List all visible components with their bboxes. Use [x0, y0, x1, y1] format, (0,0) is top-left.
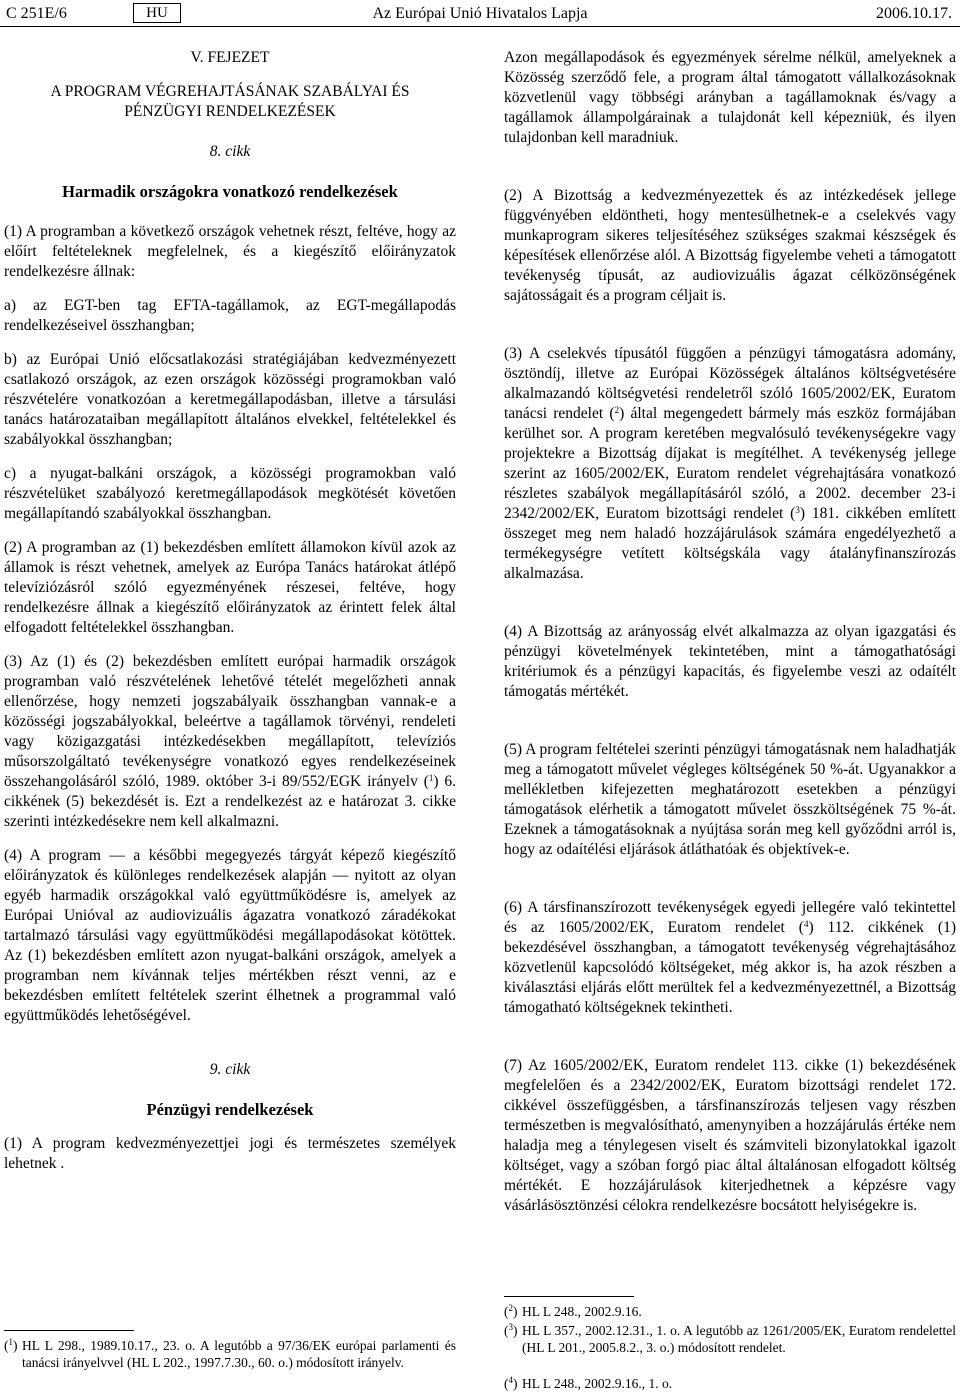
art9-paragraph-5: (5) A program feltételei szerinti pénzügyi támogatásnak nem haladhatják meg a támogatott művelet végleges költségének 50 %-át. Ugyanakkor a mellékletben kifejezetten meghatározott esetekben a pénzügyi támogatások elérhetik a támogatott művelet összköltségének 75 %-át. Ezeknek a támogatásoknak a nyújtása során meg kell győződni arról is, hogy az odaítélési eljárások átláthatóak és objektívek-e. — [504, 741, 956, 858]
art8-point-b: b) az Európai Unió előcsatlakozási stratégiájában kedvezményezett csatlakozó országok, az ezen országok közösségi programokban való részvételére vonatkozóan a keretmegállapodásban, illetve a társulási tanács határozataiban megállapított általános elvekkel, feltételekkel és szabályokkal összhangban; — [4, 351, 456, 448]
art9-paragraph-4: (4) A Bizottság az arányosság elvét alkalmazza az olyan igazgatási és pénzügyi követelmények tekintetében, mint a támogathatósági kritériumok és a pénzügyi kapacitás, és figyelembe veszi az odaítélt támogatás mértékét. — [504, 623, 956, 700]
art8-paragraph-4: (4) A program — a későbbi megegyezés tárgyát képező kiegészítő előirányzatok és különleges rendelkezések alapján — nyitott az olyan egyéb harmadik országokkal való együttműködésre is, amelyek az Európai Unióval az audiovizuális ágazatra vonatkozó záradékokat tartalmazó társulási vagy együttműködési megállapodásokat kötöttek. Az (1) bekezdésben említett azon nyugat-balkáni országok, amelyek a programban nem kívánnak teljes mértékben részt venni, az e bekezdésben említett feltételek szerint élhetnek a programmal való együttműködés lehetőségével. — [4, 847, 456, 1024]
footnote-1-text: HL L 298., 1989.10.17., 23. o. A legutóbb a 97/36/EK európai parlamenti és tanácsi irányelvvel (HL L 202., 1997.7.30., 60. o.) módosított irányelv. — [22, 1338, 456, 1370]
article-9-title: Pénzügyi rendelkezések — [146, 1100, 314, 1119]
footnote-ref-2: 2 — [614, 405, 620, 415]
art9-paragraph-2: (2) A Bizottság a kedvezményezettek és az intézkedések jellege függvényében eldöntheti, hogy mentesülhetnek-e a cselekvés vagy munkaprogram sikeres teljesítéséhez szükséges szakmai készségek és képesítések ellenőrzése alól. A Bizottság figyelembe veheti a támogatott tevékenység típusát, az audiovizuális ágazat célközönségének sajátosságait és a program céljait is. — [504, 187, 956, 304]
art8-point-a: a) az EGT-ben tag EFTA-tagállamok, az EGT-megállapodás rendelkezéseivel összhangban; — [4, 297, 456, 334]
footnote-4: ($^4$) HL L 248., 2002.9.16., 1. o. — [504, 1375, 956, 1392]
footnote-rule-right — [504, 1296, 634, 1297]
footnote-4-text: HL L 248., 2002.9.16., 1. o. — [522, 1376, 673, 1391]
right-column — [504, 48, 956, 1216]
footnote-3-text: HL L 357., 2002.12.31., 1. o. A legutóbb az 1261/2005/EK, Euratom rendelettel (HL L 201., 2005.8.2., 3. o.) módosított rendelet. — [522, 1323, 956, 1355]
page-header — [0, 0, 960, 28]
chapter-title: A PROGRAM VÉGREHAJTÁSÁNAK SZABÁLYAI ÉS PÉNZÜGYI RENDELKEZÉSEK — [50, 83, 410, 120]
article-9-number: 9. cikk — [209, 1061, 251, 1078]
art9-intro-paragraph: Azon megállapodások és egyezmények sérelme nélkül, amelyeknek a Közösség szerződő fele, a program által támogatott vállalkozásoknak közvetlenül vagy többségi arányban a tagállamoknak és/vagy a tagállamok állampolgárainak a tulajdonát kell képezniük, és ilyen tulajdonban kell maradniuk. — [504, 49, 956, 146]
footnote-3-number: 3 — [508, 1322, 513, 1332]
header-rule — [0, 26, 960, 27]
footnote-ref-1: 1 — [428, 773, 434, 783]
left-column — [4, 48, 456, 1174]
footnote-3: ($^3$) HL L 357., 2002.12.31., 1. o. A legutóbb az 1261/2005/EK, Euratom rendelettel (HL L 201., 2005.8.2., 3. o.) módosított rendelet. — [504, 1322, 956, 1355]
art9-paragraph-6: (6) A társfinanszírozott tevékenységek egyedi jellegére való tekintettel és az 1605/2002/EK, Euratom rendelet ($^4$) 112. cikkének (1) bekezdésével összhangban, a támogatott tevékenység végrehajtásához közvetlenül kapcsolódó költségeket, még akkor is, ha azok részben a kiválasztási eljárás előtt merültek fel a kedvezményezettnél, a Bizottság támogatható költségeknek tekintheti. — [504, 899, 956, 1016]
art9-paragraph-7: (7) Az 1605/2002/EK, Euratom rendelet 113. cikke (1) bekezdésének megfelelően és a 2342/2002/EK, Euratom bizottsági rendelet 172. cikkével összefüggésben, a társfinanszírozás teljesen vagy részben természetben is megvalósítható, amenynyiben a hozzájárulás értéke nem haladja meg a ténylegesen viselt és számviteli bizonylatokkal igazolt költséget, vagy a szóban forgó piac által általánosan elfogadott költség mértékét. E hozzájárulások kiterjedhetnek a képzésre vagy vásárlásösztönzési célokra rendelkezésre bocsátott helyiségekre is. — [504, 1057, 956, 1214]
footnote-2-number: 2 — [508, 1303, 513, 1313]
footnote-2-text: HL L 248., 2002.9.16. — [522, 1304, 642, 1319]
art9-paragraph-3: (3) A cselekvés típusától függően a pénzügyi támogatásra adomány, ösztöndíj, illetve az Európai Közösségek általános költségvetésére alkalmazandó költségvetési rendeletről szóló 1605/2002/EK, Euratom tanácsi rendelet ($^2$) által megengedett bármely más eszköz formájában kerülhet sor. A program keretében megvalósuló tevékenységekre vagy projektekre a Bizottság díjakat is megítélhet. A tevékenység jellege szerint az 1605/2002/EK, Euratom rendelet végrehajtására vonatkozó részletes szabályok megállapításáról szóló, a 2002. december 23-i 2342/2002/EK, Euratom bizottsági rendelet ($^3$) 181. cikkében említett összeget meg nem haladó hozzájárulások számára engedélyezhető a termékegységre vetített költségskála vagy átalányfinanszírozás alkalmazása. — [504, 345, 956, 582]
publication-date: 2006.10.17. — [876, 5, 952, 22]
footnote-ref-4: 4 — [803, 919, 809, 929]
journal-reference: C 251E/6 — [6, 5, 67, 22]
art8-paragraph-3: (3) Az (1) és (2) bekezdésben említett európai harmadik országok programban való részvételének lehetővé tételét megelőzheti annak ellenőrzése, hogy nemzeti jogszabályaik összhangban vannak-e a közösségi jogszabályokkal, beleértve a tagállamok törvényi, rendeleti vagy közigazgatási intézkedésekben megállapított, televíziós műsorszolgáltató tevékenységre vonatkozó egyes rendelkezéseinek összehangolásáról szóló, 1989. október 3-i 89/552/EGK irányelv ($^1$) 6. cikkének (5) bekezdését is. Ezt a rendelkezést az e határozat 3. cikke szerinti intézkedésekre nem kell alkalmazni. — [4, 653, 456, 830]
art8-point-c: c) a nyugat-balkáni országok, a közösségi programokban való részvételüket szabályozó keretmegállapodások megkötését követően megállapítandó szabályokkal összhangban. — [4, 465, 456, 522]
language-code-box: HU — [133, 3, 181, 23]
publication-title: Az Európai Unió Hivatalos Lapja — [372, 5, 588, 22]
art8-paragraph-2: (2) A programban az (1) bekezdésben említett államokon kívül azok az államok is részt vehetnek, amelyek az Európa Tanács határokat átlépő televíziózásról szóló egyezményének részesei, feltéve, hogy rendelkezésre állnak a kiegészítő előirányzatok az érintett felek által elfogadott feltételekkel összhangban. — [4, 539, 456, 636]
art9-paragraph-1: (1) A program kedvezményezettjei jogi és természetes személyek lehetnek . — [4, 1135, 456, 1172]
article-8-title: Harmadik országokra vonatkozó rendelkezések — [62, 182, 398, 201]
footnote-2: ($^2$) HL L 248., 2002.9.16. — [504, 1303, 956, 1320]
footnote-1: ($^1$) HL L 298., 1989.10.17., 23. o. A legutóbb a 97/36/EK európai parlamenti és tanácsi irányelvvel (HL L 202., 1997.7.30., 60. o.) módosított irányelv. — [4, 1337, 456, 1370]
article-8-number: 8. cikk — [209, 143, 251, 160]
chapter-number: V. FEJEZET — [190, 49, 270, 66]
footnote-rule-left — [4, 1330, 134, 1331]
footnote-4-number: 4 — [508, 1375, 513, 1385]
footnote-1-number: 1 — [8, 1337, 13, 1347]
art8-paragraph-1: (1) A programban a következő országok vehetnek részt, feltéve, hogy az előírt feltételeknek megfelelnek, és a kiegészítő előirányzatok rendelkezésre állnak: — [4, 223, 456, 280]
footnote-ref-3: 3 — [795, 505, 800, 515]
